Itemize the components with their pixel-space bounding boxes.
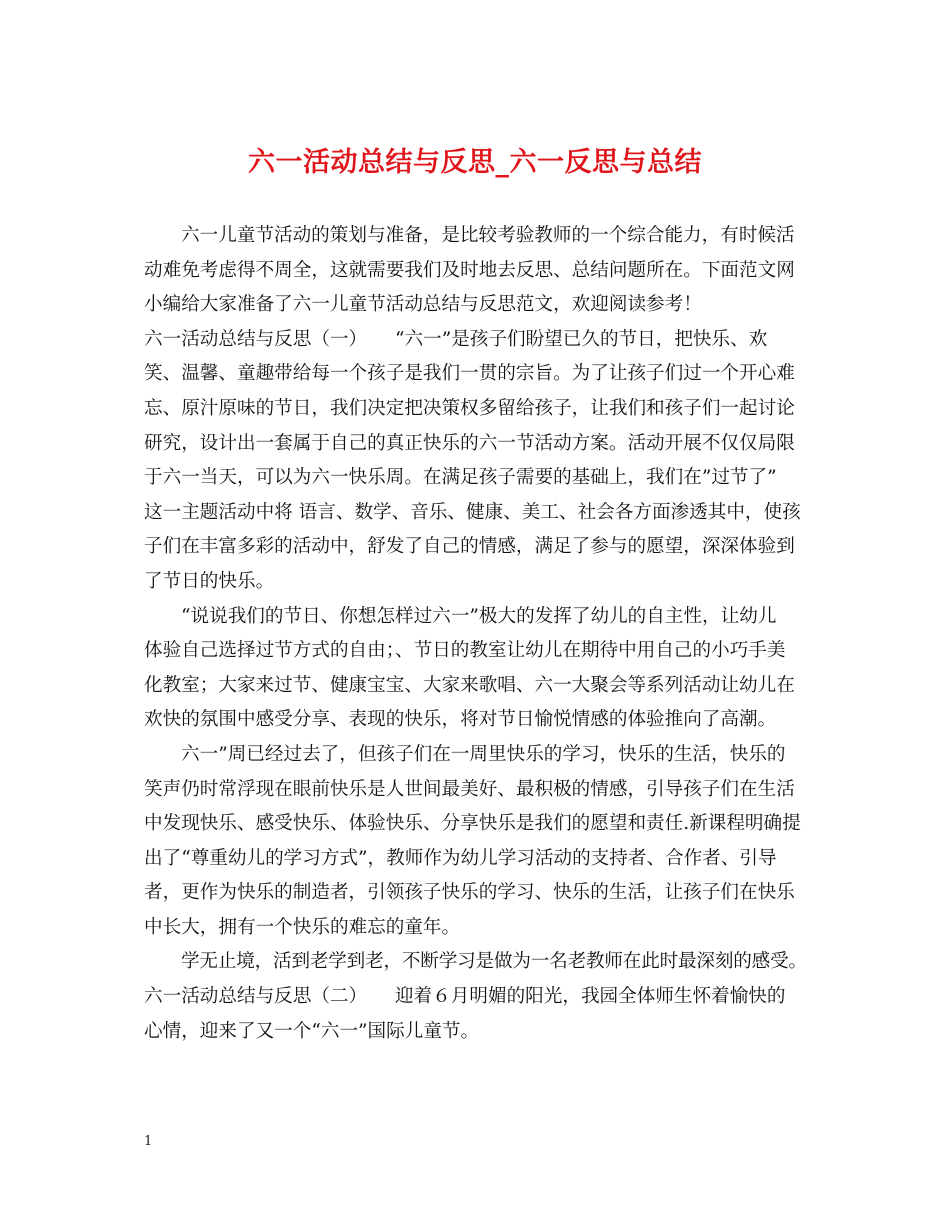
text-line: 于六一当天，可以为六一快乐周。在满足孩子需要的基础上，我们在”过节了” [144, 467, 777, 489]
text-line: 笑声仍时常浮现在眼前快乐是人世间最美好、最积极的情感，引导孩子们在生活 [144, 778, 795, 800]
text-line: 这一主题活动中将 语言、数学、音乐、健康、美工、社会各方面渗透其中，使孩 [144, 501, 801, 523]
text-line: 子们在丰富多彩的活动中，舒发了自己的情感，满足了参与的愿望，深深体验到 [144, 536, 795, 558]
text-line: 中长大，拥有一个快乐的难忘的童年。 [144, 916, 461, 938]
text-line: 学无止境，活到老学到老，不断学习是做为一名老教师在此时最深刻的感受。 [181, 951, 807, 973]
page-number: 1 [144, 1134, 153, 1149]
text-line: “说说我们的节日、你想怎样过六一”极大的发挥了幼儿的自主性，让幼儿 [181, 605, 777, 627]
text-line: 者，更作为快乐的制造者，引领孩子快乐的学习、快乐的生活，让孩子们在快乐 [144, 882, 795, 904]
text-line: 六一儿童节活动的策划与准备，是比较考验教师的一个综合能力，有时候活 [181, 225, 795, 246]
text-line: 中发现快乐、感受快乐、体验快乐、分享快乐是我们的愿望和责任.新课程明确提 [144, 813, 801, 835]
text-line: 笑、温馨、童趣带给每一个孩子是我们一贯的宗旨。为了让孩子们过一个开心难 [144, 363, 795, 385]
text-line: 小编给大家准备了六一儿童节活动总结与反思范文，欢迎阅读参考！ [144, 294, 702, 316]
document-title: 六一活动总结与反思_六一反思与总结 [248, 147, 702, 178]
text-line: 欢快的氛围中感受分享、表现的快乐，将对节日愉悦情感的体验推向了高潮。 [144, 709, 777, 731]
text-line: 心情，迎来了又一个“六一”国际儿童节。 [144, 1020, 480, 1042]
text-line: 六一活动总结与反思（一） “六一”是孩子们盼望已久的节日，把快乐、欢 [144, 328, 768, 350]
text-line: 动难免考虑得不周全，这就需要我们及时地去反思、总结问题所在。下面范文网 [144, 259, 795, 281]
text-line: 六一”周已经过去了，但孩子们在一周里快乐的学习，快乐的生活，快乐的 [181, 743, 786, 765]
document-body [144, 219, 806, 1049]
text-line: 了节日的快乐。 [144, 570, 275, 592]
text-line: 忘、原汁原味的节日，我们决定把决策权多留给孩子，让我们和孩子们一起讨论 [144, 397, 795, 419]
text-line: 六一活动总结与反思（二） 迎着６月明媚的阳光，我园全体师生怀着愉快的 [144, 986, 786, 1008]
text-line: 体验自己选择过节方式的自由；、节日的教室让幼儿在期待中用自己的小巧手美 [144, 640, 786, 662]
text-line: 出了“尊重幼儿的学习方式”，教师作为幼儿学习活动的支持者、合作者、引导 [144, 847, 777, 869]
text-line: 化教室；大家来过节、健康宝宝、大家来歌唱、六一大聚会等系列活动让幼儿在 [144, 674, 795, 696]
text-line: 研究，设计出一套属于自己的真正快乐的六一节活动方案。活动开展不仅仅局限 [144, 432, 795, 454]
